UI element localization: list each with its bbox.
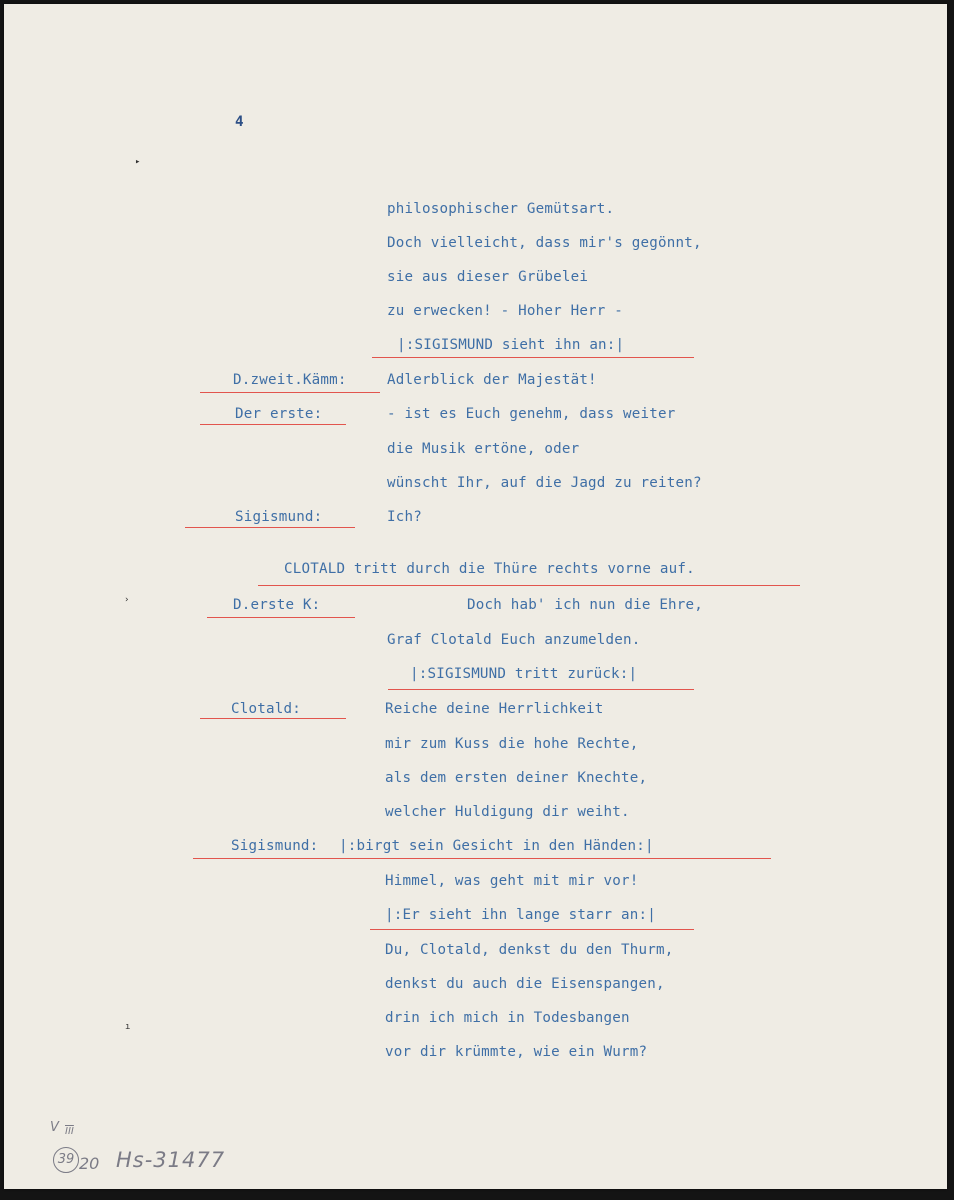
- stage-direction: |:SIGISMUND tritt zurück:|: [410, 666, 638, 682]
- red-underline: [207, 617, 355, 618]
- speaker-label: Der erste:: [235, 406, 323, 422]
- verse-line: vor dir krümmte, wie ein Wurm?: [385, 1044, 648, 1060]
- red-underline: [258, 585, 800, 586]
- verse-line: Adlerblick der Majestät!: [387, 372, 597, 388]
- verse-line: welcher Huldigung dir weiht.: [385, 804, 630, 820]
- verse-line: sie aus dieser Grübelei: [387, 269, 589, 285]
- page-number: 4: [235, 114, 244, 130]
- verse-line: - ist es Euch genehm, dass weiter: [387, 406, 676, 422]
- verse-line: drin ich mich in Todesbangen: [385, 1010, 630, 1026]
- red-underline: [200, 718, 346, 719]
- verse-line: Doch vielleicht, dass mir's gegönnt,: [387, 235, 702, 251]
- circled-number-annotation: 39: [53, 1147, 79, 1173]
- red-underline: [193, 858, 771, 859]
- manuscript-page: [4, 4, 947, 1189]
- speaker-label: D.zweit.Kämm:: [233, 372, 347, 388]
- margin-mark: ı: [125, 1022, 131, 1032]
- red-underline: [372, 357, 694, 358]
- verse-line: die Musik ertöne, oder: [387, 441, 580, 457]
- speaker-label: Clotald:: [231, 701, 301, 717]
- red-underline: [200, 392, 380, 393]
- roman-subscript-annotation: $\overline{III}$: [65, 1126, 74, 1137]
- verse-line: Doch hab' ich nun die Ehre,: [467, 597, 704, 613]
- verse-line: Du, Clotald, denkst du den Thurm,: [385, 942, 674, 958]
- verse-line: wünscht Ihr, auf die Jagd zu reiten?: [387, 475, 702, 491]
- speaker-label: D.erste K:: [233, 597, 321, 613]
- verse-line: als dem ersten deiner Knechte,: [385, 770, 648, 786]
- folio-annotation: 20: [79, 1154, 100, 1173]
- stage-direction: |:SIGISMUND sieht ihn an:|: [397, 337, 625, 353]
- speaker-label: Sigismund:: [231, 838, 319, 854]
- red-underline: [185, 527, 355, 528]
- stage-direction: CLOTALD tritt durch die Thüre rechts vorne auf.: [284, 561, 695, 577]
- stage-direction: |:Er sieht ihn lange starr an:|: [385, 907, 656, 923]
- verse-line: Ich?: [387, 509, 422, 525]
- red-underline: [388, 689, 694, 690]
- shelfmark-annotation: Hs-31477: [116, 1148, 226, 1172]
- verse-line: mir zum Kuss die hohe Rechte,: [385, 736, 639, 752]
- verse-line: Graf Clotald Euch anzumelden.: [387, 632, 641, 648]
- margin-mark: ›: [124, 595, 130, 605]
- verse-line: Reiche deine Herrlichkeit: [385, 701, 604, 717]
- red-underline: [200, 424, 346, 425]
- stage-direction: |:birgt sein Gesicht in den Händen:|: [339, 838, 654, 854]
- margin-mark: ▸: [135, 157, 141, 167]
- verse-line: philosophischer Gemütsart.: [387, 201, 615, 217]
- speaker-label: Sigismund:: [235, 509, 323, 525]
- verse-line: denkst du auch die Eisenspangen,: [385, 976, 665, 992]
- verse-line: zu erwecken! - Hoher Herr -: [387, 303, 624, 319]
- red-underline: [370, 929, 694, 930]
- roman-numeral-annotation: V: [50, 1120, 59, 1135]
- verse-line: Himmel, was geht mit mir vor!: [385, 873, 639, 889]
